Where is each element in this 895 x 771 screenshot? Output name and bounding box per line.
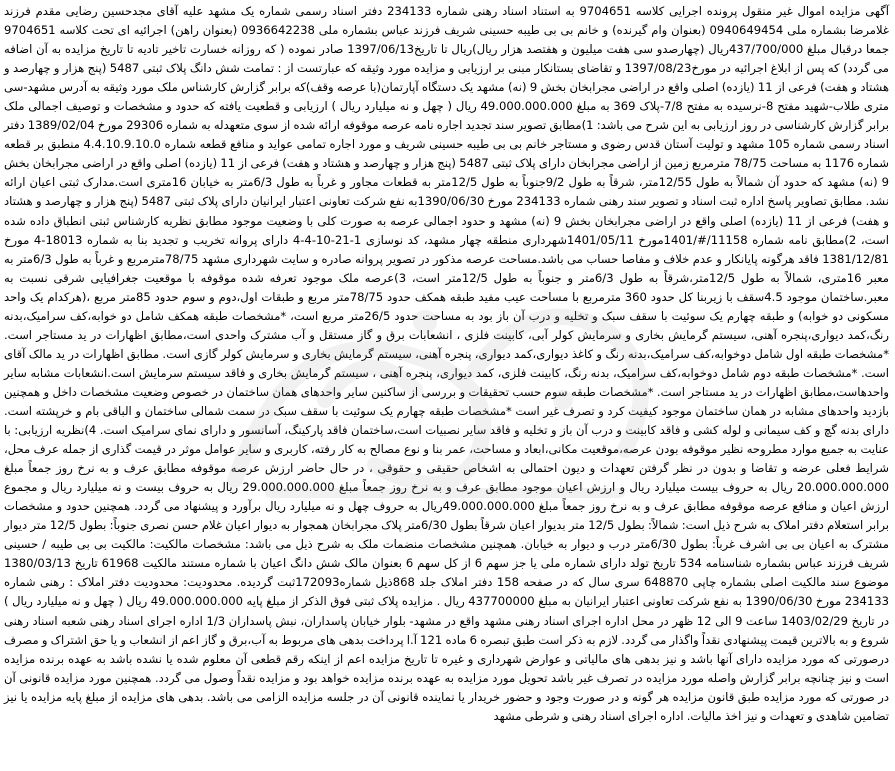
auction-notice-text: آگهی مزایده اموال غیر منقول پرونده اجرایی کلاسه 9704651 به استناد اسناد رهنی شماره 234133 دفتر اسناد رسمی شماره یک مشهد علیه آقای مجدحسین رضایی مقدم فرزند غلامرضا بشماره ملی 0940649454 (بعنوان وام گیرنده) و خانم بی بی طیبه حسینی شریف فرزند عباس بشماره ملی 0936642238 (بعنوان راهن) اجرائیه ای تحت کلاسه 9704651 جمعا درقبال مبلغ 437/700/000ریال (چهارصدو سی هفت میلیون و هفتصد هزار ریال)ریال تا تاریخ1397/06/13 صادر نموده ( که روزانه خسارت تاخیر تادیه تا تاریخ مزایده به آن اضافه می گردد) که پس از ابلاغ اجرائیه در مورخ1397/08/23 و تقاضای بستانکار مبنی بر ارزیابی و مزایده مورد وثیقه که عبارتست از : تمامت شش دانگ پلاک ثبتی 5487 (پنج هزار و چهارصد و هشتاد و هفت) فرعی از 11 (یازده) اصلی واقع در اراضی مجرابخان بخش 9 (نه) مشهد یک دستگاه آپارتمان(با عرصه وقف)که برابر گزارش کارشناس ملک مورد وثیقه به آدرس مشهد-سی متری طلاب-شهید مفتح 8-نرسیده به مفتح 7/8-پلاک 369 به مبلغ 49.000.000.000 ریال ( چهل و نه میلیارد ریال ) ارزیابی و قطعیت یافته که حدود و مشخصات و توصیف اجمالی ملک برابر گزارش کارشناسی در روز ارزیابی به این شرح می باشد: 1)مطابق تصویر سند تجدید اجاره نامه عرصه موقوفه ارائه شده از سوی متعهدله به شماره 29306 مورخ 1389/02/04 دفتر اسناد رسمی شماره 105 مشهد و تولیت آستان قدس رضوی و مستاجر خانم بی بی طیبه حسینی شریف و مورد اجاره تمامی عواید و منافع قطعه شماره 4.4.10.9.10.0 منطبق بر قطعه شماره 1176 به مساحت 78/75 مترمربع زمین از اراضی مجرابخان دارای پلاک ثبتی 5487 (پنج هزار و چهارصد و هشتاد و هفت) فرعی از 11 (یازده) اصلی واقع در اراضی مجرابخان بخش 9 (نه) مشهد که حدود آن شمالاً به طول 12/55متر، شرقاً به طول 9/2جنوباً به طول 12/5متر به قطعات مجاور و غرباً به طول 6/3متر به خیابان 16متری است.مدارک ثبتی اعیان ارائه نشد. مطابق تصاویر پاسخ اداره ثبت اسناد و تصویر سند رهنی شماره 234133 مورخ 1390/06/30به نفع شرکت تعاونی اعتبار ایرانیان دارای پلاک ثبتی 5487 (پنج هزار و چهارصد و هشتاد و هفت) فرعی از 11 (یازده) اصلی واقع در اراضی مجرابخان بخش 9 (نه) مشهد و حدود اجمالی عرصه به صورت کلی با وضعیت موجود مطابق نظریه کارشناس ثبتی انطباق داده شده است، 2)مطابق نامه شماره 11158/#/1401مورخ 1401/05/11شهرداری منطقه چهار مشهد، کد نوسازی 1-21-10-4-4 دارای پروانه تخریب و تجدید بنا به شماره 18013-4 مورخ 1381/12/81 فاقد هرگونه پایانکار و عدم خلاف و مفاصا حساب می باشد.مساحت عرصه مذکور در تصویر پروانه صادره و سایت شهرداری مشهد 78/75مترمربع و غرباً به طول 6/3متر به معبر 16متری، شمالاً به طول 12/5متر،شرقاً به طول 6/3متر و جنوباً به طول 12/5متر است، 3)عرصه ملک موجود تعرفه شده موقوفه با موقعیت جغرافیایی شرقی نسبت به معبر.ساختمان موجود 4.5سقف با زیربنا کل حدود 360 مترمربع با مساحت عیب مفید طبقه همکف حدود 78/75متر مربع و طبقات اول،دوم و سوم حدود 85متر مربع ،(هرکدام یک واحد مسکونی دو خوابه) و طبقه چهارم یک سوئیت با سقف سبک و تخلیه و درب آن باز بود به مساحت حدود 26/5متر مربع است، *مشخصات طبقه همکف شامل دو خوابه،کف سرامیک،بدنه رنگ،کمد دیواری،پنجره آهنی، سیستم گرمایش بخاری و سرمایش کولر آبی، کابینت فلزی ، انشعابات برق و گاز مستقل و آب مشترک واحدی است،مطابق اظهارات در ید مستاجر است. *مشخصات طبقه اول شامل دوخوابه،کف سرامیک،بدنه رنگ و کاغذ دیواری،کمد دیواری، پنجره آهنی، سیستم گرمایش بخاری و سرمایش کولر گازی است. مطابق اظهارات در ید مالک آقای است. *مشخصات طبقه دوم شامل دوخوابه،کف سرامیک، بدنه رنگ، کابینت فلزی، کمد دیواری، پنجره آهنی ، سیستم گرمایش بخاری و فاقد سیستم سرمایش است.انشعابات مشابه سایر واحدهاست،مطابق اظهارات در ید مستاجر است. *مشخصات طبقه سوم حسب تحقیقات و بررسی از ساکنین سایر واحدهای همان ساختمان در خصوص وضعیت مشخصات داخل و همچنین بازدید واحدهای مشابه در همان ساختمان موجود کیفیت کرد و تصرف غیر است *مشخصات طبقه چهارم یک سوئیت با سقف سبک در سمت شمالی ساختمان و الباقی بام و خرپشته است. دارای بدنه گچ و کف سیمانی و لوله کشی و فاقد کابینت و درب آن باز و تخلیه و فاقد سایر نصبیات است،ساختمان فاقد پارکینگ، آسانسور و دارای نمای سرامیک است. 4)نظریه ارزیابی: با عنایت به جمیع موارد مطروحه نظیر موقوفه بودن عرصه،موقعیت مکانی،ابعاد و مساحت، عمر بنا و نوع مصالح به کار رفته، کاربری و سایر عوامل موثر در قیمت گذاری از جمله عرف محل، شرایط فعلی عرضه و تقاضا و بدون در نظر گرفتن تعهدات و دیون احتمالی به اشخاص حقیقی و حقوقی ، در حال حاضر ارزش عرصه موقوفه مطابق عرف و به نرخ روز جمعاً مبلغ 20.000.000.000 ریال به حروف بیست میلیارد ریال و ارزش اعیان موجود مطابق عرف و به نرخ روز جمعاً مبلغ 29.000.000.000 ریال به حروف بیست و نه میلیارد ریال و مجموع ارزش اعیان و منافع عرصه موقوفه مطابق عرف و به نرخ روز جمعاً مبلغ 49.000.000.000ریال به حروف چهل و نه میلیارد ریال برآورد و پیشنهاد می گردد. همچنین حدود و مشخصات برابر استعلام دفتر املاک به شرح ذیل است: شمالاً: بطول 12/5 متر بدیوار اعیان شرقاً بطول 6/30متر پلاک مجرابخان همجوار به دیوار اعیان غلام حسن نصری جنوباً: بطول 12/5 متر دیوار مشترک به اعیان بی بی اشرف غرباً: بطول 6/30متر درب و دیوار به خیابان. همچنین مشخصات منضمات ملک به شرح ذیل می باشد: مشخصات مالکیت: مالکیت بی بی طیبه / حسینی شریف فرزند عباس بشماره شناسنامه 534 تاریخ تولد دارای شماره ملی یا جز سهم 6 از کل سهم 6 بعنوان مالک شش دانگ اعیان با شماره مستند مالکیت 61968 تاریخ 1380/03/13 موضوع سند مالکیت اصلی بشماره چاپی 648870 سری سال که در صفحه 158 دفتر املاک جلد 868ذیل شماره172093ثبت گردیده. محدودیت: محدودیت دفتر املاک : رهنی شماره 234133 مورخ 1390/06/30 به نفع شرکت تعاونی اعتبار ایرانیان به مبلغ 437700000 ریال . مزایده پلاک ثبتی فوق الذکر از مبلغ پایه 49.000.000.000 ریال ( چهل و نه میلیارد ریال ) در تاریخ 1403/02/29 ساعت 9 الی 12 ظهر در محل اداره اجرای اسناد رهنی مشهد واقع در مشهد- بلوار خیابان پاسداران، نبش پاسداران 1/3 اداره اجرای اسناد رهنی شعبه اسناد رهنی شروع و به بالاترین قیمت پیشنهادی نقداً واگذار می گردد. لازم به ذکر است طبق تبصره 6 ماده 121 آ.ا پرداخت بدهی های مربوط به آب،برق و گاز اعم از انشعاب و یا حق اشتراک و مصرف درصورتی که مورد مزایده دارای آنها باشد و نیز بدهی های مالیاتی و عوارض شهرداری و غیره تا تاریخ مزایده اعم از اینکه رقم قطعی آن معلوم شده یا نشده باشد به عهده برنده مزایده است و نیز چنانچه برابر گزارش واصله مورد مزایده در تصرف غیر باشد تحویل مورد مزایده به عهده برنده مزایده خواهد بود و مزایده نقداً وصول می گردد. همچنین مورد مزایده قانونی آن در صورتی که مورد مزایده طبق قانون مزایده هر گونه و در صورت وجود و حضور خریدار یا نماینده قانونی آن در جلسه مزایده الزامی می باشد. بدهی های مزایده از مبلغ پایه مزایده یا نیز تضامین شاهدی و تعهدات و نیز اخذ مالیات. اداره اجرای اسناد رهنی و شرطی مشهد (4, 4, 890, 723)
